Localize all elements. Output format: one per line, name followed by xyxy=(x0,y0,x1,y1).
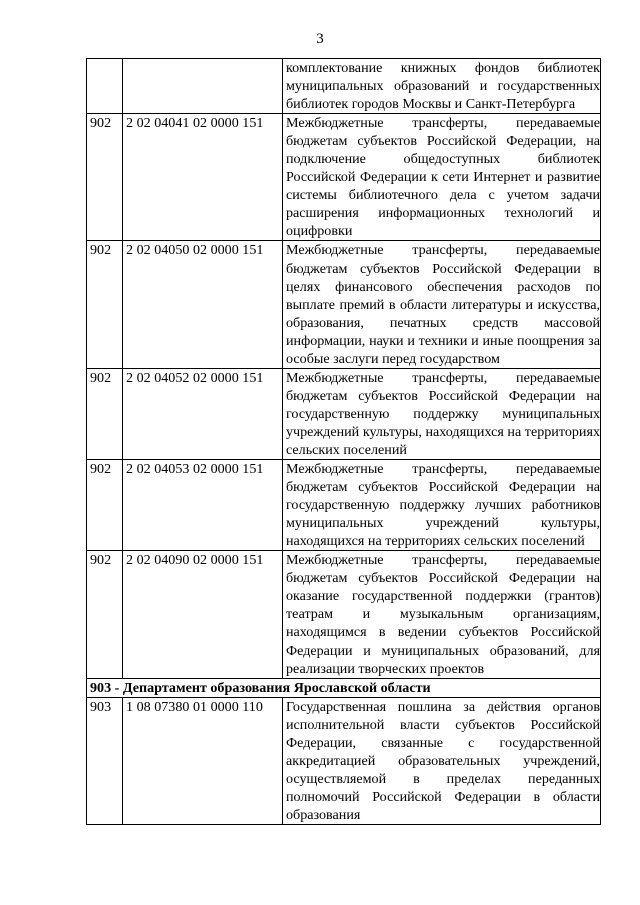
budget-code-cell xyxy=(123,59,283,114)
table-row xyxy=(87,697,601,824)
budget-code-cell: 2 02 04050 02 0000 151 xyxy=(123,241,283,368)
admin-code-cell: 902 xyxy=(87,551,123,678)
table-row xyxy=(87,59,601,114)
admin-code-cell: 902 xyxy=(87,241,123,368)
description-cell: Межбюджетные трансферты, передаваемые бюджетам субъектов Российской Федерации, на подключение общедоступных библиотек Российской Федерации к сети Интернет и развитие системы библиотечного дела с учетом задачи расширения информационных технологий и оцифровки xyxy=(283,114,601,241)
description-cell: комплектование книжных фондов библиотек муниципальных образований и государственных библиотек городов Москвы и Санкт-Петербурга xyxy=(283,59,601,114)
description-cell: Межбюджетные трансферты, передаваемые бюджетам субъектов Российской Федерации в целях финансового обеспечения расходов по выплате премий в области литературы и искусства, образования, печатных средств массовой информации, науки и техники и иные поощрения за особые заслуги перед государством xyxy=(283,241,601,368)
budget-code-cell: 2 02 04052 02 0000 151 xyxy=(123,368,283,459)
admin-code-cell: 903 xyxy=(87,697,123,824)
admin-code-cell: 902 xyxy=(87,460,123,551)
section-header-row xyxy=(87,678,601,697)
table-row xyxy=(87,368,601,459)
description-cell: Межбюджетные трансферты, передаваемые бюджетам субъектов Российской Федерации на государственную поддержку лучших работников муниципальных учреждений культуры, находящихся на территориях сельских поселений xyxy=(283,460,601,551)
table-row xyxy=(87,114,601,241)
budget-code-cell: 2 02 04041 02 0000 151 xyxy=(123,114,283,241)
admin-code-cell xyxy=(87,59,123,114)
page-number: 3 xyxy=(316,31,324,47)
admin-code-cell: 902 xyxy=(87,114,123,241)
table-row xyxy=(87,551,601,678)
section-header: 903 - Департамент образования Ярославской области xyxy=(87,678,601,697)
admin-code-cell: 902 xyxy=(87,368,123,459)
budget-code-cell: 1 08 07380 01 0000 110 xyxy=(123,697,283,824)
description-cell: Межбюджетные трансферты, передаваемые бюджетам субъектов Российской Федерации на государственную поддержку муниципальных учреждений культуры, находящихся на территориях сельских поселений xyxy=(283,368,601,459)
budget-code-cell: 2 02 04053 02 0000 151 xyxy=(123,460,283,551)
budget-classification-table xyxy=(86,58,601,825)
description-cell: Межбюджетные трансферты, передаваемые бюджетам субъектов Российской Федерации на оказание государственной поддержки (грантов) театрам и музыкальным организациям, находящимся в ведении субъектов Российской Федерации и муниципальных образований, для реализации творческих проектов xyxy=(283,551,601,678)
table-row xyxy=(87,241,601,368)
description-cell: Государственная пошлина за действия органов исполнительной власти субъектов Российской Федерации, связанные с государственной аккредитацией образовательных учреждений, осуществляемой в пределах переданных полномочий Российской Федерации в области образования xyxy=(283,697,601,824)
budget-code-cell: 2 02 04090 02 0000 151 xyxy=(123,551,283,678)
table-row xyxy=(87,460,601,551)
